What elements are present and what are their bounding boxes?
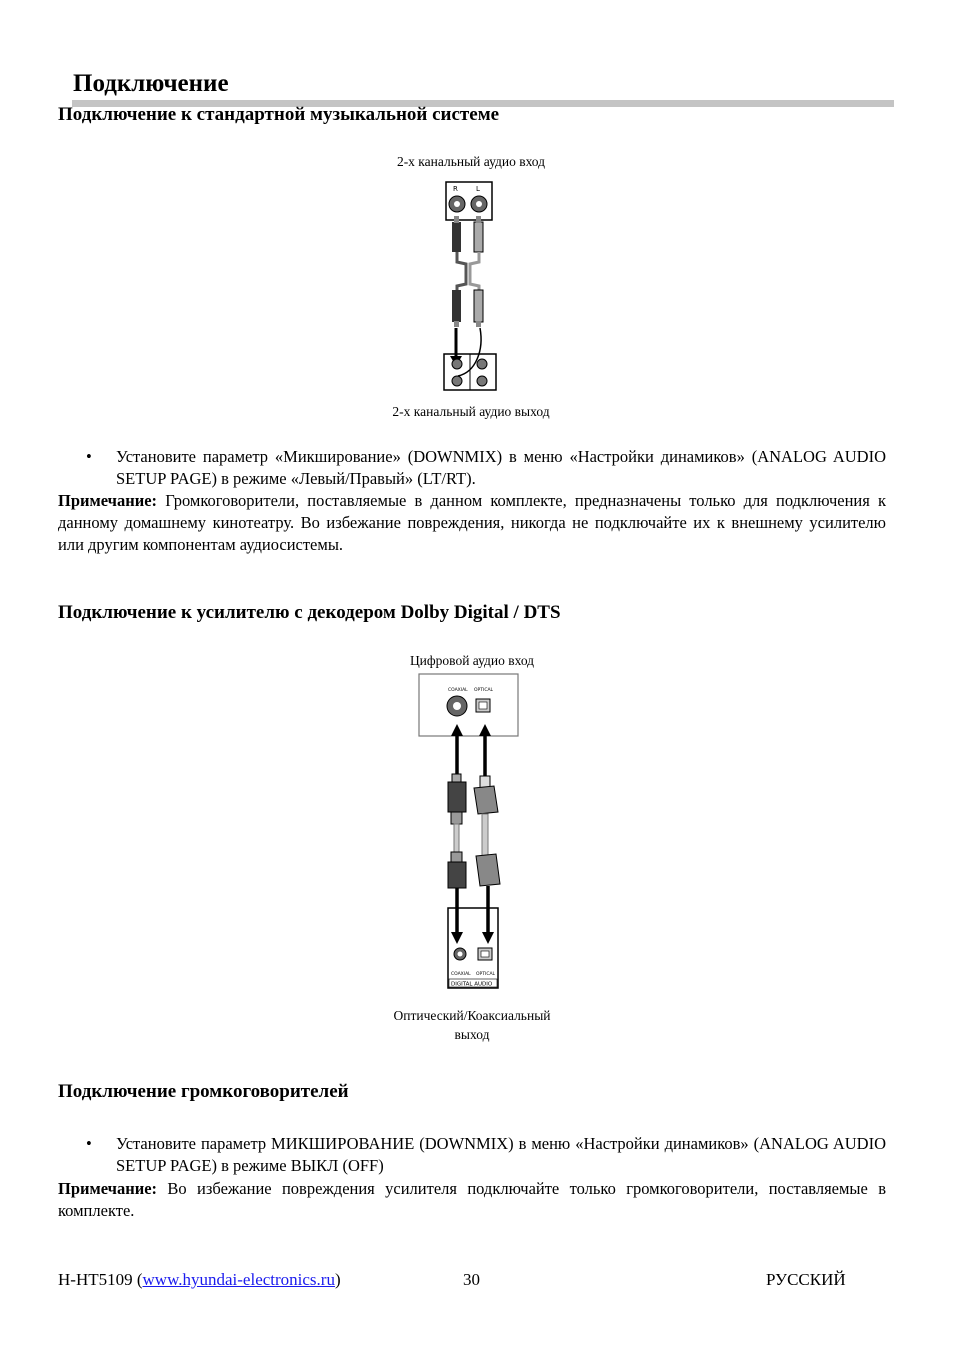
- caption-digital-output-line1: Оптический/Коаксиальный: [393, 1008, 551, 1023]
- panel-label-optical: OPTICAL: [474, 688, 494, 693]
- panel-label-optical-out: OPTICAL: [476, 972, 496, 977]
- note-label: Примечание:: [58, 491, 158, 510]
- footer-page-number: 30: [463, 1270, 480, 1289]
- footer-model-close: ): [334, 1270, 341, 1289]
- caption-digital-output: [352, 1006, 592, 1044]
- page-title: Подключение: [73, 70, 229, 97]
- jack-label-right: R: [453, 185, 458, 193]
- note-amplifier: [58, 1178, 886, 1222]
- bullet-item-downmix-ltrt: [58, 446, 886, 490]
- jack-label-left: L: [476, 185, 480, 193]
- section-heading-dolby-dts: Подключение к усилителю с декодером Dolby Digital / DTS: [58, 602, 561, 623]
- bullet-text: Установите параметр «Микширование» (DOWNMIX) в меню «Настройки динамиков» (ANALOG AUDIO SETUP PAGE) в режиме «Левый/Правый» (LT/RT).: [116, 447, 886, 488]
- panel-label-coaxial: COAXIAL: [448, 688, 468, 693]
- bullet-text: Установите параметр МИКШИРОВАНИЕ (DOWNMIX) в меню «Настройки динамиков» (ANALOG AUDIO SETUP PAGE) в режиме ВЫКЛ (OFF): [116, 1134, 886, 1175]
- digital-connection-diagram: [418, 672, 520, 992]
- footer-language: РУССКИЙ: [766, 1270, 846, 1289]
- section-heading-music-system: Подключение к стандартной музыкальной системе: [58, 104, 500, 125]
- panel-label-digital-audio: DIGITAL AUDIO: [451, 981, 493, 988]
- bullet-icon: •: [86, 447, 92, 466]
- section-heading-speakers: Подключение громкоговорителей: [58, 1081, 349, 1102]
- footer-website-link[interactable]: www.hyundai-electronics.ru: [142, 1270, 335, 1289]
- caption-digital-input: Цифровой аудио вход: [409, 653, 535, 668]
- caption-digital-output-line2: выход: [454, 1027, 490, 1042]
- note-label: Примечание:: [58, 1179, 158, 1198]
- caption-analog-output: 2-х канальный аудио выход: [392, 404, 550, 419]
- caption-analog-input: 2-х канальный аудио вход: [396, 154, 546, 169]
- note-text: Во избежание повреждения усилителя подключайте только громкоговорители, поставляемые в комплекте.: [58, 1179, 886, 1220]
- footer-model: [58, 1270, 341, 1290]
- panel-label-coaxial-out: COAXIAL: [451, 972, 471, 977]
- note-text: Громкоговорители, поставляемые в данном комплекте, предназначены только для подключения к данному домашнему кинотеатру. Во избежание повреждения, никогда не подключайте их к внешнему усилителю или другим компонентам аудиосистемы.: [58, 491, 886, 554]
- bullet-icon: •: [86, 1134, 92, 1153]
- footer-model-text: H-HT5109 (: [58, 1270, 143, 1289]
- analog-connection-diagram: [440, 180, 500, 392]
- note-speakers: [58, 490, 886, 556]
- bullet-item-downmix-off: [58, 1133, 886, 1177]
